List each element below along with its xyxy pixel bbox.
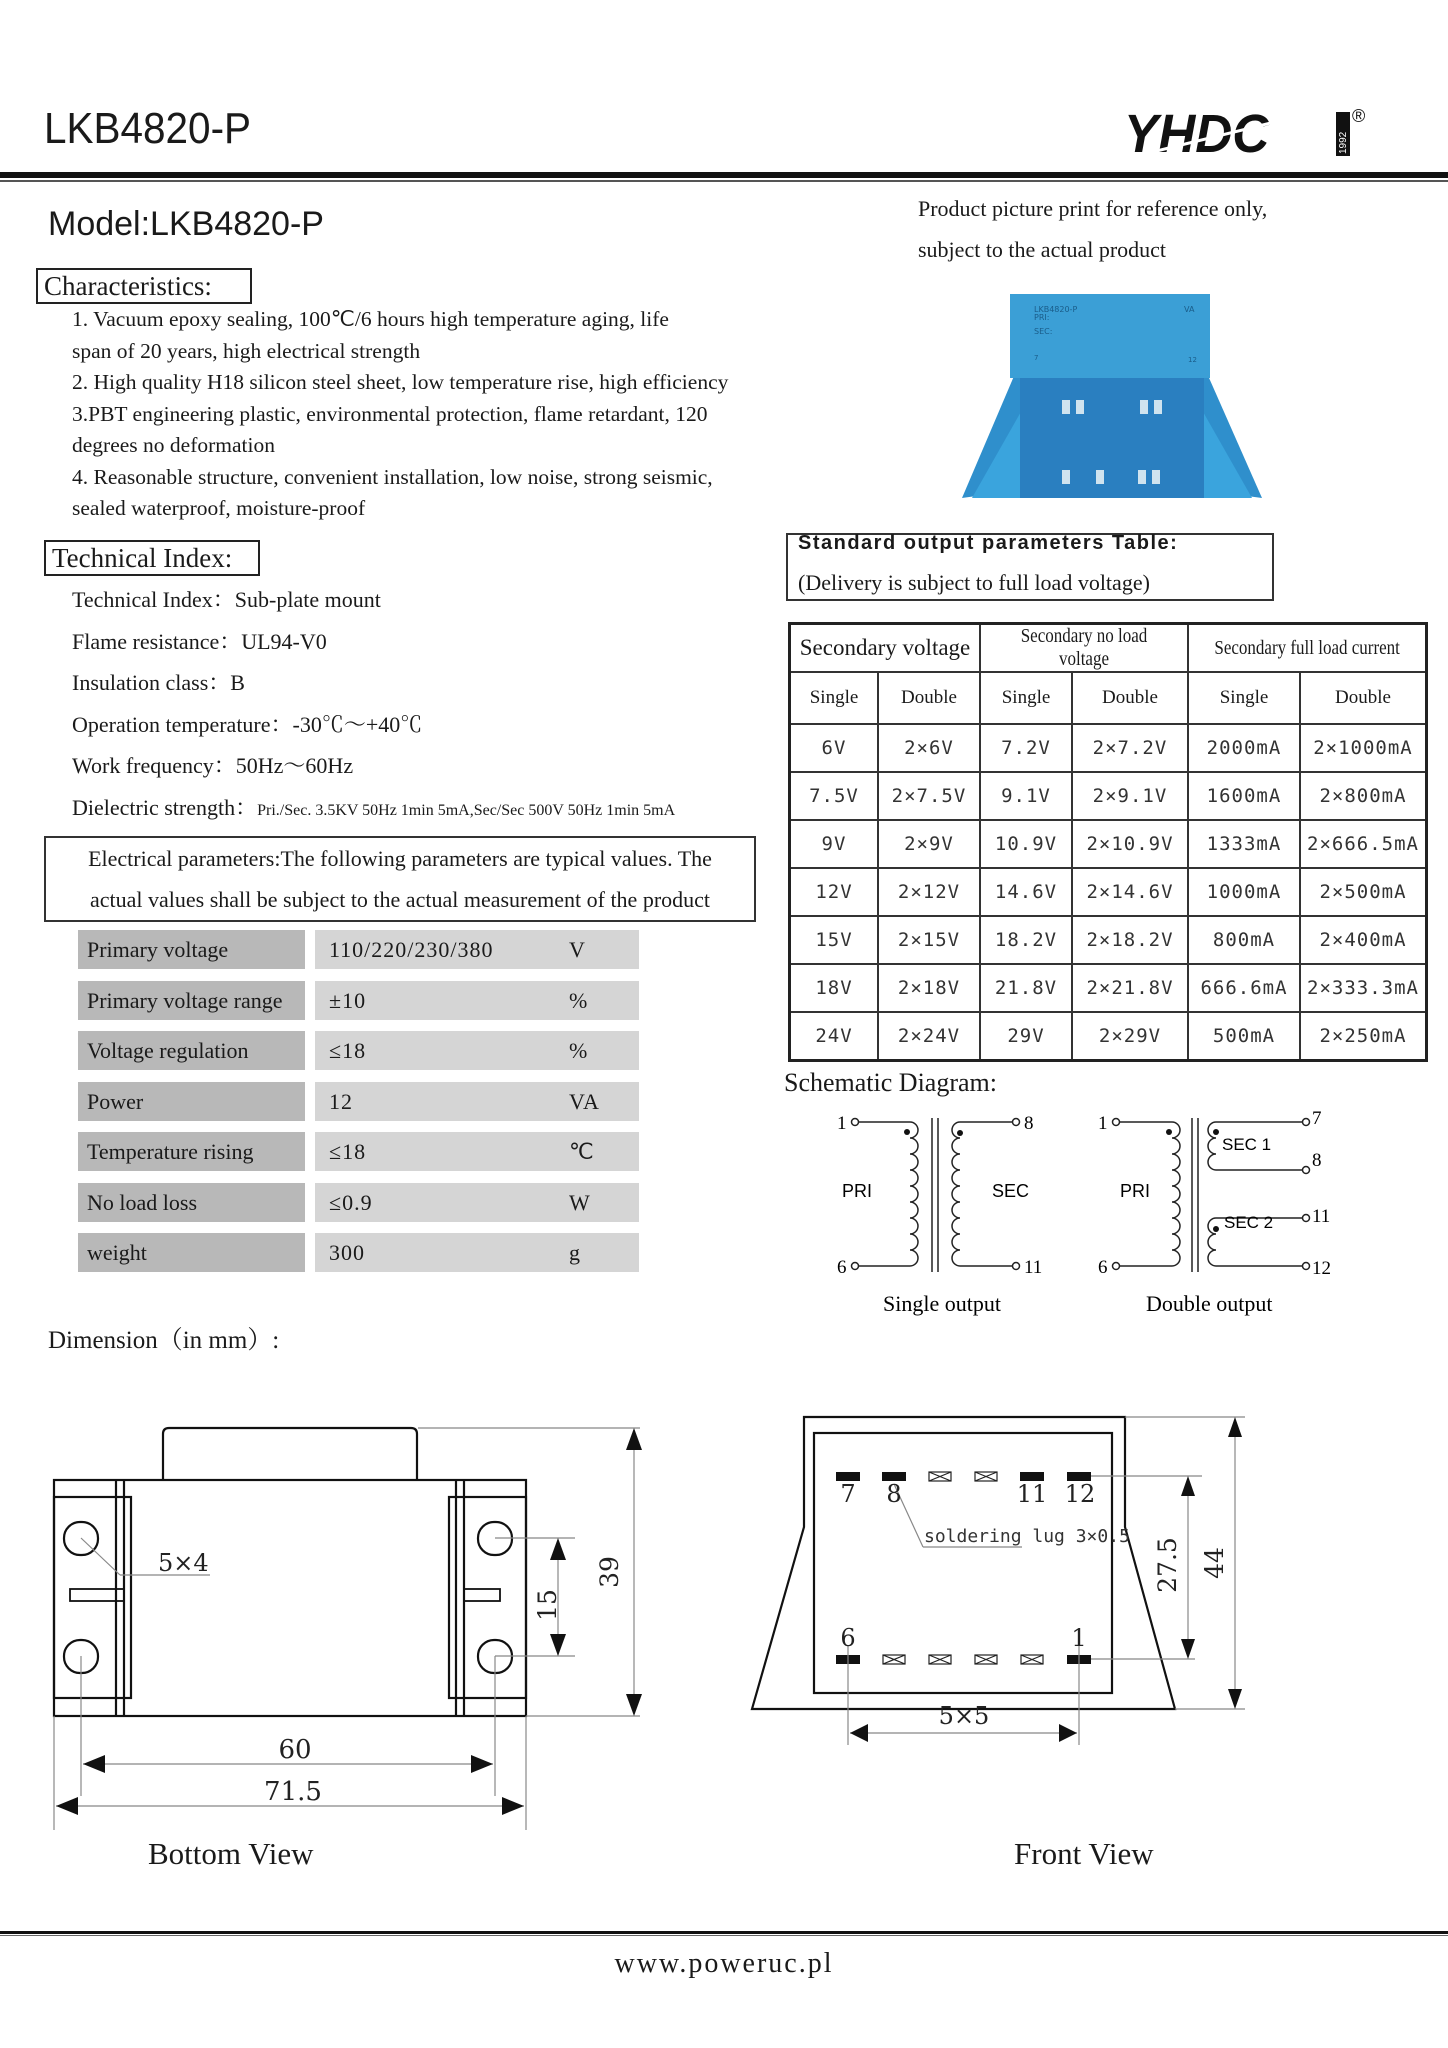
table-row (790, 820, 1427, 868)
schematic-title: Schematic Diagram: (784, 1068, 997, 1097)
table-cell: 2×500mA (1300, 868, 1427, 916)
height-label: 44 (1200, 1547, 1229, 1579)
pitch-vertical-label: 15 (533, 1589, 562, 1621)
table-row (790, 1012, 1427, 1061)
model-heading: Model:LKB4820-P (48, 205, 324, 243)
param-label: Power (78, 1082, 305, 1121)
svg-text:12: 12 (1312, 1258, 1331, 1279)
tech-item (72, 582, 675, 624)
table-cell: 18.2V (980, 916, 1072, 964)
footer-rule (0, 1931, 1448, 1934)
characteristics-list (72, 304, 832, 525)
header-rule (0, 172, 1448, 178)
pitch-horizontal-label: 60 (278, 1735, 312, 1765)
pin-label: 11 (1016, 1480, 1048, 1508)
tech-item (72, 624, 675, 666)
table-cell: 9V (790, 820, 879, 868)
table-cell: 2×1000mA (1300, 724, 1427, 772)
pin-span-vertical-label: 27.5 (1153, 1537, 1182, 1593)
svg-text:6: 6 (837, 1257, 847, 1278)
param-value: ≤18 (329, 1038, 367, 1063)
table-row (790, 964, 1427, 1012)
note-line: subject to the actual product (918, 237, 1167, 262)
logo-text: YHDC (1124, 103, 1270, 165)
tech-value: Sub-plate mount (234, 587, 381, 612)
svg-text:PRI:: PRI: (1034, 313, 1050, 322)
table-cell: 2×7.2V (1072, 724, 1188, 772)
table-cell: 18V (790, 964, 879, 1012)
table-cell: 800mA (1188, 916, 1300, 964)
table-cell: 2×18.2V (1072, 916, 1188, 964)
document-title: LKB4820-P (44, 104, 252, 153)
svg-text:SEC 1: SEC 1 (1222, 1135, 1272, 1154)
svg-text:SEC:: SEC: (1034, 327, 1053, 336)
electrical-parameters-table (78, 930, 639, 1284)
table-cell: 2×12V (878, 868, 980, 916)
tech-item (72, 665, 675, 707)
note-line: Electrical parameters:The following parameters are typical values. The (88, 846, 712, 871)
table-cell: 1000mA (1188, 868, 1300, 916)
svg-text:6: 6 (1098, 1257, 1108, 1278)
table-row (790, 916, 1427, 964)
table-cell: 2×250mA (1300, 1012, 1427, 1061)
param-row (78, 1132, 639, 1171)
tech-label: Technical Index： (72, 587, 235, 612)
param-row (78, 981, 639, 1020)
param-value: 300 (329, 1240, 365, 1265)
sub-header: Single (790, 672, 879, 724)
single-output-caption: Single output (883, 1291, 1001, 1316)
sub-header: Single (980, 672, 1072, 724)
note-line: actual values shall be subject to the actual measurement of the product (89, 887, 711, 912)
front-view-drawing (740, 1400, 1360, 1840)
table-row (790, 724, 1427, 772)
sub-header: Double (1300, 672, 1427, 724)
table-cell: 2×6V (878, 724, 980, 772)
table-cell: 29V (980, 1012, 1072, 1061)
table-cell: 2×24V (878, 1012, 980, 1061)
group-header: Secondary full load current (1188, 624, 1427, 673)
param-label: No load loss (78, 1183, 305, 1222)
header-rule-thin (0, 180, 1448, 182)
pin-label: 6 (840, 1624, 856, 1652)
technical-index-heading: Technical Index: (44, 540, 260, 576)
svg-text:1: 1 (837, 1113, 847, 1134)
soldering-lug-label: soldering lug 3×0.5 (924, 1526, 1130, 1547)
table-cell: 1600mA (1188, 772, 1300, 820)
table-cell: 2×10.9V (1072, 820, 1188, 868)
group-header: Secondary voltage (790, 624, 981, 673)
svg-text:11: 11 (1312, 1206, 1331, 1227)
table-cell: 2×7.5V (878, 772, 980, 820)
tech-value: -30℃～+40℃ (292, 711, 423, 737)
svg-text:11: 11 (1024, 1257, 1043, 1278)
characteristic-line: span of 20 years, high electrical strength (72, 338, 421, 363)
param-row (78, 930, 639, 969)
param-value: ≤0.9 (329, 1189, 373, 1215)
param-row (78, 1233, 639, 1272)
table-row (790, 772, 1427, 820)
table-cell: 24V (790, 1012, 879, 1061)
registered-mark: ® (1352, 106, 1366, 126)
sub-header: Double (878, 672, 980, 724)
pin-label: 12 (1064, 1480, 1096, 1508)
svg-text:SEC 2: SEC 2 (1224, 1213, 1274, 1232)
param-value: 12 (329, 1088, 353, 1114)
svg-text:7: 7 (1034, 354, 1039, 362)
param-row (78, 1031, 639, 1070)
pin-label: 7 (840, 1480, 856, 1508)
param-unit: % (569, 987, 589, 1013)
svg-text:SEC: SEC (992, 1181, 1030, 1201)
standard-output-subtitle: (Delivery is subject to full load voltage) (798, 570, 1150, 595)
svg-text:8: 8 (1312, 1150, 1322, 1171)
electrical-parameters-note (44, 836, 756, 922)
output-parameters-table (788, 622, 1428, 1062)
param-label: Temperature rising (78, 1132, 305, 1171)
svg-text:LKB4820-P: LKB4820-P (1034, 305, 1078, 314)
characteristics-heading: Characteristics: (36, 268, 252, 304)
param-value: 110/220/230/380 (329, 937, 494, 962)
table-cell: 6V (790, 724, 879, 772)
param-unit: W (569, 1189, 591, 1215)
table-cell: 7.2V (980, 724, 1072, 772)
table-cell: 2×14.6V (1072, 868, 1188, 916)
table-cell: 1333mA (1188, 820, 1300, 868)
table-cell: 2×800mA (1300, 772, 1427, 820)
footer-website-link[interactable]: www.poweruc.pl (614, 1948, 834, 1979)
table-cell: 15V (790, 916, 879, 964)
table-cell: 9.1V (980, 772, 1072, 820)
characteristic-line: 3.PBT engineering plastic, environmental protection, flame retardant, 120 (72, 401, 708, 426)
tech-item (72, 748, 675, 790)
front-view-caption: Front View (1014, 1836, 1154, 1871)
pin-span-horizontal-label: 5×5 (938, 1702, 990, 1730)
table-cell: 12V (790, 868, 879, 916)
param-label: Primary voltage range (78, 981, 305, 1020)
characteristic-line: 2. High quality H18 silicon steel sheet, low temperature rise, high efficiency (72, 370, 729, 394)
tech-label: Work frequency： (72, 753, 236, 778)
hole-size-label: 5×4 (158, 1549, 209, 1577)
logo-year: 1992 (1338, 131, 1349, 154)
tech-label: Operation temperature： (72, 711, 293, 737)
param-unit: g (569, 1240, 581, 1265)
param-label: Voltage regulation (78, 1031, 305, 1070)
table-cell: 500mA (1188, 1012, 1300, 1061)
pin-label: 1 (1071, 1624, 1087, 1652)
table-cell: 2×9V (878, 820, 980, 868)
characteristic-line: degrees no deformation (72, 433, 275, 457)
svg-text:PRI: PRI (1120, 1181, 1151, 1201)
characteristic-line: 1. Vacuum epoxy sealing, 100℃/6 hours high temperature aging, life (72, 307, 669, 331)
table-group-header (790, 624, 1427, 673)
table-cell: 2×400mA (1300, 916, 1427, 964)
group-header: Secondary no load voltage (980, 624, 1188, 673)
tech-item (72, 707, 675, 749)
pin-label: 8 (886, 1480, 902, 1508)
table-cell: 14.6V (980, 868, 1072, 916)
param-row (78, 1082, 639, 1121)
product-photo (962, 290, 1262, 508)
svg-text:12: 12 (1188, 356, 1197, 364)
table-row (790, 868, 1427, 916)
tech-label: Dielectric strength： (72, 794, 258, 820)
standard-output-title: Standard output parameters Table: (798, 532, 1179, 554)
note-line: Product picture print for reference only, (918, 196, 1268, 221)
param-row (78, 1183, 639, 1222)
param-label: weight (78, 1233, 305, 1272)
dimension-title: Dimension（in mm）: (48, 1327, 280, 1354)
technical-index-list (72, 582, 675, 831)
svg-text:8: 8 (1024, 1113, 1034, 1134)
table-cell: 2×21.8V (1072, 964, 1188, 1012)
table-sub-header (790, 672, 1427, 724)
svg-text:1: 1 (1098, 1113, 1108, 1134)
table-cell: 2×18V (878, 964, 980, 1012)
param-unit: ℃ (569, 1139, 595, 1164)
table-cell: 2×9.1V (1072, 772, 1188, 820)
yhdc-logo (1124, 103, 1366, 165)
height-label: 39 (595, 1556, 624, 1588)
param-label: Primary voltage (78, 930, 305, 969)
width-label: 71.5 (264, 1777, 322, 1807)
bottom-view-drawing (30, 1400, 690, 1840)
param-value: ±10 (329, 987, 367, 1013)
svg-text:VA: VA (1184, 305, 1195, 314)
svg-text:7: 7 (1312, 1108, 1322, 1129)
table-cell: 2000mA (1188, 724, 1300, 772)
table-cell: 666.6mA (1188, 964, 1300, 1012)
svg-text:PRI: PRI (842, 1181, 873, 1201)
tech-label: Insulation class： (72, 670, 231, 695)
table-cell: 7.5V (790, 772, 879, 820)
table-cell: 10.9V (980, 820, 1072, 868)
tech-value: Pri./Sec. 3.5KV 50Hz 1min 5mA,Sec/Sec 500V 50Hz 1min 5mA (257, 801, 676, 819)
tech-value: UL94-V0 (241, 628, 327, 654)
characteristic-line: 4. Reasonable structure, convenient installation, low noise, strong seismic, (72, 464, 713, 489)
table-cell: 2×15V (878, 916, 980, 964)
product-picture-note (918, 188, 1267, 270)
schematic-diagram (780, 1100, 1340, 1316)
bottom-view-caption: Bottom View (148, 1836, 314, 1871)
tech-item (72, 790, 675, 832)
tech-value: B (230, 670, 245, 695)
table-cell: 21.8V (980, 964, 1072, 1012)
tech-value: 50Hz～60Hz (235, 753, 354, 778)
footer-rule-thin (0, 1935, 1448, 1936)
table-cell: 2×333.3mA (1300, 964, 1427, 1012)
table-cell: 2×29V (1072, 1012, 1188, 1061)
double-output-caption: Double output (1146, 1291, 1273, 1316)
param-unit: V (569, 937, 586, 962)
param-unit: % (569, 1038, 589, 1063)
tech-label: Flame resistance： (72, 628, 242, 654)
table-cell: 2×666.5mA (1300, 820, 1427, 868)
sub-header: Double (1072, 672, 1188, 724)
characteristic-line: sealed waterproof, moisture-proof (72, 496, 366, 520)
param-unit: VA (569, 1088, 600, 1114)
param-value: ≤18 (329, 1139, 367, 1164)
sub-header: Single (1188, 672, 1300, 724)
